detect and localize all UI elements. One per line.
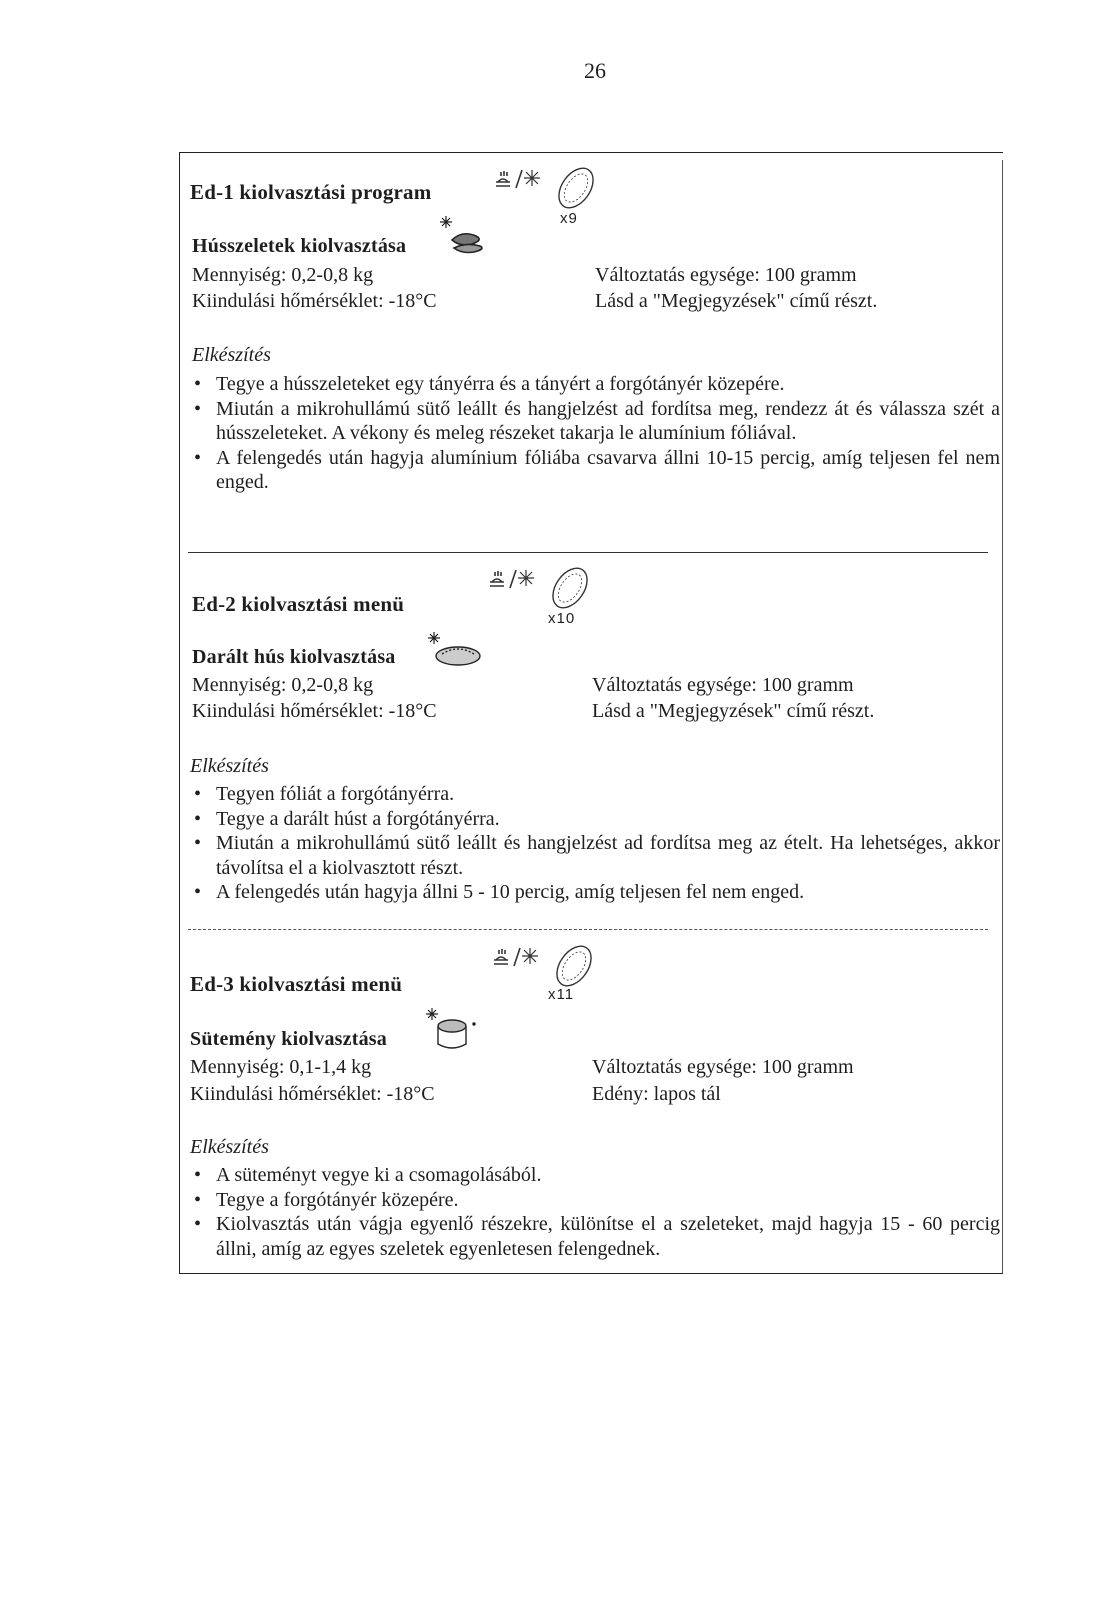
start-temperature: Kiindulási hőmérséklet: -18°C bbox=[192, 290, 437, 312]
food-title: Hússzeletek kiolvasztása bbox=[192, 235, 407, 257]
food-title: Darált hús kiolvasztása bbox=[192, 646, 396, 668]
prep-heading: Elkészítés bbox=[190, 755, 269, 777]
list-item: • Miután a mikrohullámú sütő leállt és hangjelzést ad fordítsa meg, rendezz át és válassza szét a hússzeleteket. A vékony és meleg részeket takarja le alumínium fóliával. bbox=[190, 397, 1000, 446]
list-item: • Tegye a forgótányér közepére. bbox=[190, 1188, 1000, 1213]
quantity: Mennyiség: 0,1-1,4 kg bbox=[190, 1056, 372, 1078]
quantity: Mennyiség: 0,2-0,8 kg bbox=[192, 674, 374, 696]
section-title: Ed-2 kiolvasztási menü bbox=[192, 592, 405, 616]
list-item: • A felengedés után hagyja alumínium fóliába csavarva állni 10-15 percig, amíg teljesen fel nem enged. bbox=[190, 446, 1000, 495]
program-code: x10 bbox=[548, 610, 576, 627]
program-code: x11 bbox=[548, 986, 575, 1003]
quantity: Mennyiség: 0,2-0,8 kg bbox=[192, 264, 374, 286]
page-number: 26 bbox=[584, 58, 606, 83]
note: Lásd a "Megjegyzések" című részt. bbox=[595, 290, 878, 312]
list-item: • A felengedés után hagyja állni 5 - 10 percig, amíg teljesen fel nem enged. bbox=[190, 880, 1000, 905]
defrost-dial-icon bbox=[486, 560, 596, 610]
section-title: Ed-3 kiolvasztási menü bbox=[190, 972, 403, 996]
note: Lásd a "Megjegyzések" című részt. bbox=[592, 700, 875, 722]
section-divider bbox=[188, 552, 988, 553]
section-title: Ed-1 kiolvasztási program bbox=[190, 180, 432, 204]
list-item: • Tegyen fóliát a forgótányérra. bbox=[190, 782, 1000, 807]
prep-steps bbox=[190, 1163, 1000, 1261]
prep-heading: Elkészítés bbox=[190, 1136, 269, 1158]
prep-heading: Elkészítés bbox=[192, 344, 271, 366]
section-divider bbox=[188, 929, 988, 930]
unit-change: Változtatás egysége: 100 gramm bbox=[592, 674, 854, 696]
list-item: • A süteményt vegye ki a csomagolásából. bbox=[190, 1163, 1000, 1188]
list-item: • Tegye a darált húst a forgótányérra. bbox=[190, 807, 1000, 832]
note: Edény: lapos tál bbox=[592, 1083, 721, 1105]
start-temperature: Kiindulási hőmérséklet: -18°C bbox=[190, 1083, 435, 1105]
food-title: Sütemény kiolvasztása bbox=[190, 1028, 387, 1050]
defrost-dial-icon bbox=[490, 938, 600, 988]
start-temperature: Kiindulási hőmérséklet: -18°C bbox=[192, 700, 437, 722]
defrost-dial-icon bbox=[492, 160, 602, 210]
cake-icon bbox=[418, 1006, 478, 1056]
meat-slices-icon bbox=[432, 212, 490, 260]
list-item: • Kiolvasztás után vágja egyenlő részekre, különítse el a szeleteket, majd hagyja 15 - 60 percig állni, amíg az egyes szeletek egyenletesen felengednek. bbox=[190, 1212, 1000, 1261]
minced-meat-icon bbox=[420, 630, 484, 670]
program-code: x9 bbox=[560, 210, 578, 227]
unit-change: Változtatás egysége: 100 gramm bbox=[595, 264, 857, 286]
list-item: • Tegye a hússzeleteket egy tányérra és a tányért a forgótányér közepére. bbox=[190, 372, 1000, 397]
list-item: • Miután a mikrohullámú sütő leállt és hangjelzést ad fordítsa meg az ételt. Ha lehetséges, akkor távolítsa el a kiolvasztott részt. bbox=[190, 831, 1000, 880]
prep-steps bbox=[190, 372, 1000, 495]
unit-change: Változtatás egysége: 100 gramm bbox=[592, 1056, 854, 1078]
prep-steps bbox=[190, 782, 1000, 905]
